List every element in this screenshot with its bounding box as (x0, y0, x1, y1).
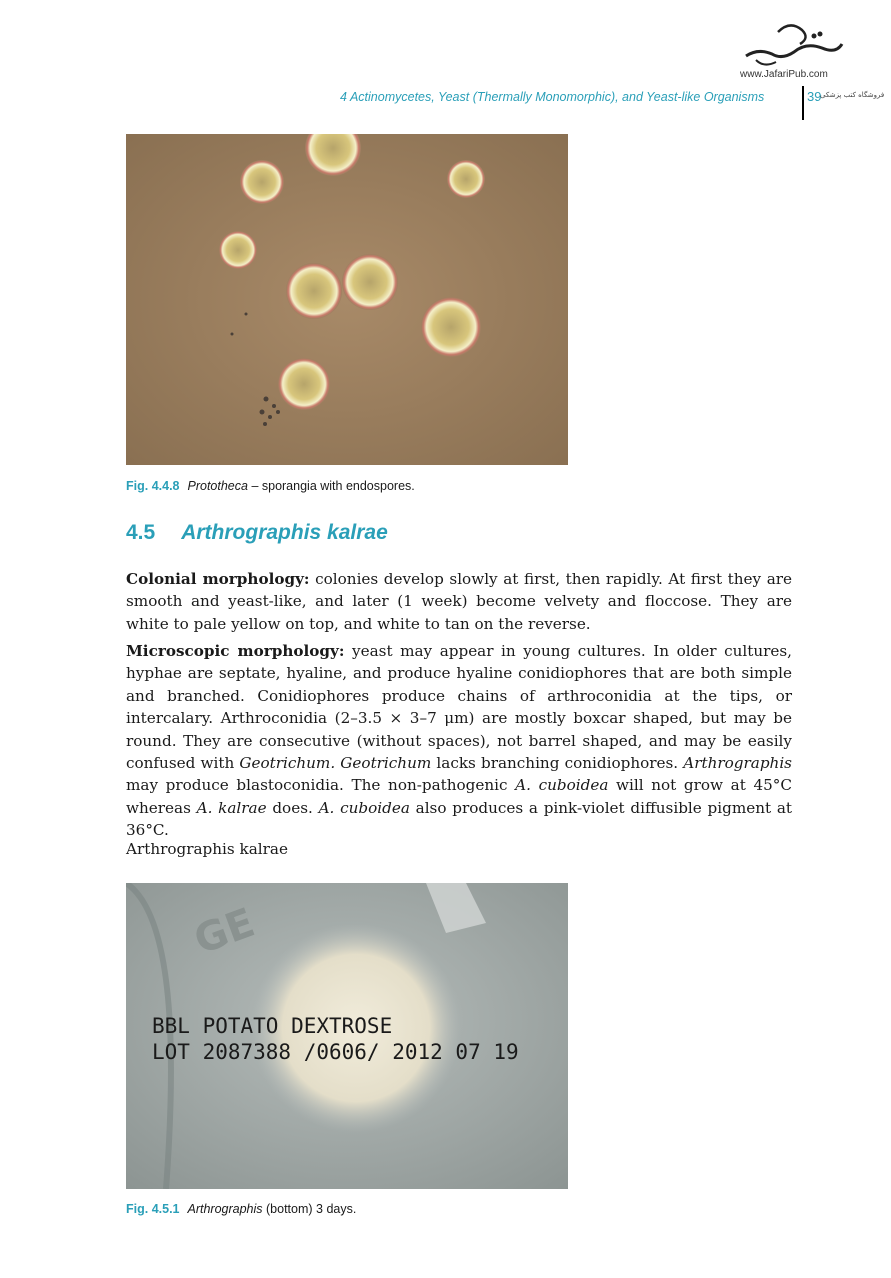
paragraph-text: colonies develop slowly at first, then rapidly. At first they are smooth and yeast-like, and later (1 week) become velvety and floccose. They are white to pale yellow on top, and white to tan on the reverse. (126, 570, 792, 633)
sporangium (421, 297, 481, 357)
caption-text: – sporangia with endospores. (247, 479, 415, 493)
page-number: 39 (807, 89, 822, 104)
paragraph-text: also produces a pink-violet diffusible pigment at 36°C. (126, 798, 792, 840)
header-divider (802, 86, 804, 120)
paragraph-text: may produce blastoconidia. The non-pathogenic (126, 776, 516, 795)
plate-title: Arthrographis kalrae (126, 840, 288, 858)
organism-name: A. kalrae (196, 798, 267, 817)
sporangium (219, 231, 257, 269)
plate-mark: GE (188, 899, 261, 964)
plate-label-line1: BBL POTATO DEXTROSE (152, 1014, 393, 1038)
organism-name: Geotrichum. Geotrichum (239, 754, 432, 773)
section-heading (126, 521, 388, 545)
caption-text: (bottom) 3 days. (262, 1202, 357, 1216)
sporangium (278, 358, 330, 410)
section-title: Arthrographis kalrae (181, 521, 388, 544)
sporangium (286, 263, 342, 319)
publisher-side-text: فروشگاه کتب پزشکی (820, 91, 885, 99)
sporangium (342, 254, 398, 310)
figure-caption (126, 479, 415, 493)
publisher-url: www.JafariPub.com (740, 69, 828, 80)
microscopic-morphology-paragraph (126, 640, 792, 842)
paragraph-text: does. (266, 798, 319, 817)
prototheca-micrograph (126, 134, 568, 465)
caption-organism: Prototheca (187, 479, 248, 493)
paragraph-text: lacks branching conidiophores. (431, 754, 684, 773)
paragraph-text: yeast may appear in young cultures. In older cultures, hyphae are septate, hyaline, and produce hyaline conidiophores that are both simple and branched. Conidiophores produce chains of arthroconidia at the tips, or intercalary. Arthroconidia (2–3.5 × 3–7 μm) are mostly boxcar shaped, but may be round. They are consecutive (without spaces), not barrel shaped, and may be easily confused with (126, 642, 792, 773)
organism-name: A. cuboidea (318, 798, 410, 817)
plate-label-line2: LOT 2087388 /0606/ 2012 07 19 (152, 1040, 519, 1064)
running-head: 4 Actinomycetes, Yeast (Thermally Monomorphic), and Yeast-like Organisms (340, 90, 765, 104)
section-number: 4.5 (126, 521, 156, 544)
paragraph-text: will not grow at 45°C whereas (126, 776, 793, 817)
paragraph-lead: Microscopic morphology: (126, 642, 345, 660)
organism-name: Arthrographis (683, 754, 792, 773)
sporangium (240, 160, 284, 204)
caption-organism: Arthrographis (187, 1202, 263, 1216)
organism-name: A. cuboidea (515, 776, 609, 795)
culture-plate-photo (126, 883, 568, 1189)
colonial-morphology-paragraph (126, 568, 792, 635)
sporangium (447, 160, 485, 198)
figure-label: Fig. 4.4.8 (126, 479, 180, 493)
figure-caption (126, 1202, 356, 1216)
figure-label: Fig. 4.5.1 (126, 1202, 180, 1216)
paragraph-lead: Colonial morphology: (126, 570, 310, 588)
